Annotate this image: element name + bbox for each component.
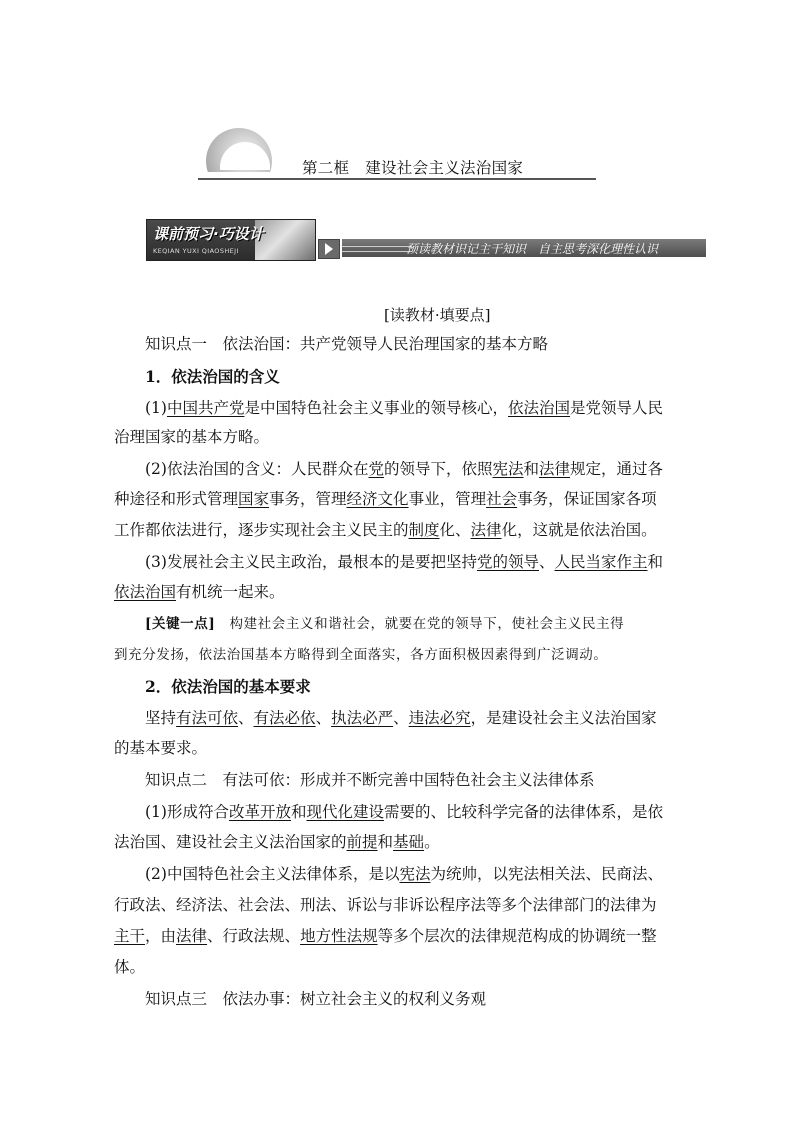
blank-answer: 违法必究 bbox=[408, 709, 471, 727]
blank-answer: 主干 bbox=[114, 927, 146, 945]
text-span: 和 bbox=[647, 553, 664, 571]
banner-photo bbox=[255, 220, 315, 260]
subheading-2: 2．依法治国的基本要求 bbox=[145, 677, 311, 696]
knowledge-point-1-heading: 知识点一 依法治国：共产党领导人民治理国家的基本方略 bbox=[145, 335, 549, 353]
paragraph-line bbox=[114, 582, 285, 602]
text-span: 和 bbox=[290, 803, 307, 821]
paragraph-line bbox=[114, 926, 657, 946]
paragraph-line bbox=[145, 552, 663, 572]
paragraph-line: 治理国家的基本方略。 bbox=[114, 428, 270, 446]
blank-answer: 基础 bbox=[393, 833, 425, 851]
paragraph-line: 的基本要求。 bbox=[114, 739, 208, 757]
text-span: ，是建设社会主义法治国家 bbox=[470, 709, 657, 727]
knowledge-point-2-heading: 知识点二 有法可依：形成并不断完善中国特色社会主义法律体系 bbox=[145, 771, 595, 789]
knowledge-point-3-heading: 知识点三 依法办事：树立社会主义的权利义务观 bbox=[145, 990, 487, 1008]
text-span: 有机统一起来。 bbox=[176, 583, 285, 601]
blank-answer: 改革开放 bbox=[228, 803, 291, 821]
text-span: 和 bbox=[377, 833, 394, 851]
paragraph-line bbox=[145, 802, 663, 822]
text-span: 构建社会主义和谐社会，就要在党的领导下，使社会主义民主得 bbox=[215, 616, 625, 632]
text-span: ，由 bbox=[145, 927, 177, 945]
banner-title: 课前预习·巧设计 bbox=[153, 225, 264, 243]
paragraph-line bbox=[145, 398, 663, 418]
blank-answer: 社会 bbox=[486, 490, 518, 508]
text-span: 和 bbox=[523, 460, 540, 478]
banner-tagline: 预读教材识记主干知识 自主思考深化理性认识 bbox=[406, 242, 659, 256]
banner-bar-lines bbox=[342, 246, 412, 252]
text-span: 化、 bbox=[439, 521, 471, 539]
paragraph-line bbox=[145, 708, 657, 728]
text-span: 。 bbox=[424, 833, 440, 851]
text-span: 事业，管理 bbox=[408, 490, 487, 508]
text-span: 、行政法规、 bbox=[207, 927, 301, 945]
section-banner bbox=[146, 219, 706, 261]
paragraph-line bbox=[114, 520, 657, 540]
text-span: 的领导下，依照 bbox=[383, 460, 493, 478]
text-span: 工作都依法进行，逐步实现社会主义民主的 bbox=[114, 521, 409, 539]
blank-answer: 中国共产党 bbox=[166, 399, 245, 417]
play-arrow-icon bbox=[318, 239, 340, 259]
blank-answer: 党 bbox=[368, 460, 384, 478]
blank-answer: 人民当家作主 bbox=[554, 553, 648, 571]
text-span: (1)形成符合 bbox=[145, 803, 229, 821]
text-span: 、 bbox=[238, 709, 254, 727]
text-span: (3)发展社会主义民主政治，最根本的是要把坚持 bbox=[145, 553, 477, 571]
title-block bbox=[198, 122, 596, 184]
blank-answer: 制度 bbox=[408, 521, 440, 539]
text-span: 种途径和形式管理 bbox=[114, 490, 239, 508]
blank-answer: 法律 bbox=[470, 521, 502, 539]
blank-answer: 国家 bbox=[238, 490, 270, 508]
blank-answer: 依法治国 bbox=[508, 399, 571, 417]
text-span: 规定，通过各 bbox=[570, 460, 664, 478]
blank-answer: 法律 bbox=[176, 927, 208, 945]
text-span: 为统帅，以宪法相关法、民商法、 bbox=[430, 865, 663, 883]
text-span: 法治国、建设社会主义法治国家的 bbox=[114, 833, 347, 851]
text-span: (2)依法治国的含义：人民群众在 bbox=[145, 460, 369, 478]
banner-subtitle: KEQIAN YUXI QIAOSHEJI bbox=[153, 247, 239, 255]
blank-answer: 法律 bbox=[539, 460, 571, 478]
text-span: 需要的、比较科学完备的法律体系，是依 bbox=[384, 803, 664, 821]
section-heading: [读教材·填要点] bbox=[384, 306, 491, 324]
decorative-arc-inner bbox=[220, 142, 270, 192]
subheading-1: 1．依法治国的含义 bbox=[145, 367, 280, 386]
blank-answer: 前提 bbox=[346, 833, 378, 851]
banner-label-box bbox=[146, 219, 316, 261]
blank-answer: 有法可依 bbox=[176, 709, 239, 727]
paragraph-line: 行政法、经济法、社会法、刑法、诉讼与非诉讼程序法等多个法律部门的法律为 bbox=[114, 896, 657, 914]
paragraph-line: 体。 bbox=[114, 958, 146, 976]
page-title: 第二框 建设社会主义法治国家 bbox=[302, 159, 524, 177]
blank-answer: 地方性法规 bbox=[300, 927, 378, 945]
text-span: 等多个层次的法律规范构成的协调统一整 bbox=[377, 927, 657, 945]
text-span: 事务，管理 bbox=[269, 490, 347, 508]
title-underline bbox=[198, 178, 596, 180]
blank-answer: 执法必严 bbox=[331, 709, 394, 727]
paragraph-line bbox=[145, 864, 663, 884]
blank-answer: 依法治国 bbox=[114, 583, 177, 601]
blank-answer: 现代化建设 bbox=[306, 803, 385, 821]
text-span: 、 bbox=[315, 709, 332, 727]
text-span: 事务，保证国家各项 bbox=[517, 490, 657, 508]
key-point-line bbox=[145, 614, 624, 634]
paragraph-line bbox=[145, 459, 663, 479]
text-span: 是党领导人民 bbox=[570, 399, 664, 417]
blank-answer: 有法必依 bbox=[253, 709, 316, 727]
text-span: (2)中国特色社会主义法律体系，是以 bbox=[145, 865, 400, 883]
text-span: 化，这就是依法治国。 bbox=[501, 521, 657, 539]
paragraph-line bbox=[114, 832, 440, 852]
text-span: 、 bbox=[393, 709, 409, 727]
paragraph-line bbox=[114, 489, 657, 509]
text-span: 、 bbox=[538, 553, 555, 571]
blank-answer: 宪法 bbox=[492, 460, 524, 478]
key-point-line: 到充分发扬，依法治国基本方略得到全面落实，各方面积极因素得到广泛调动。 bbox=[114, 647, 608, 663]
key-point-label: [关键一点] bbox=[145, 616, 216, 632]
blank-answer: 宪法 bbox=[399, 865, 431, 883]
blank-answer: 党的领导 bbox=[476, 553, 539, 571]
text-span: 是中国特色社会主义事业的领导核心， bbox=[244, 399, 508, 417]
text-span: 坚持 bbox=[145, 709, 177, 727]
blank-answer: 经济文化 bbox=[346, 490, 409, 508]
text-span: (1) bbox=[145, 399, 167, 417]
